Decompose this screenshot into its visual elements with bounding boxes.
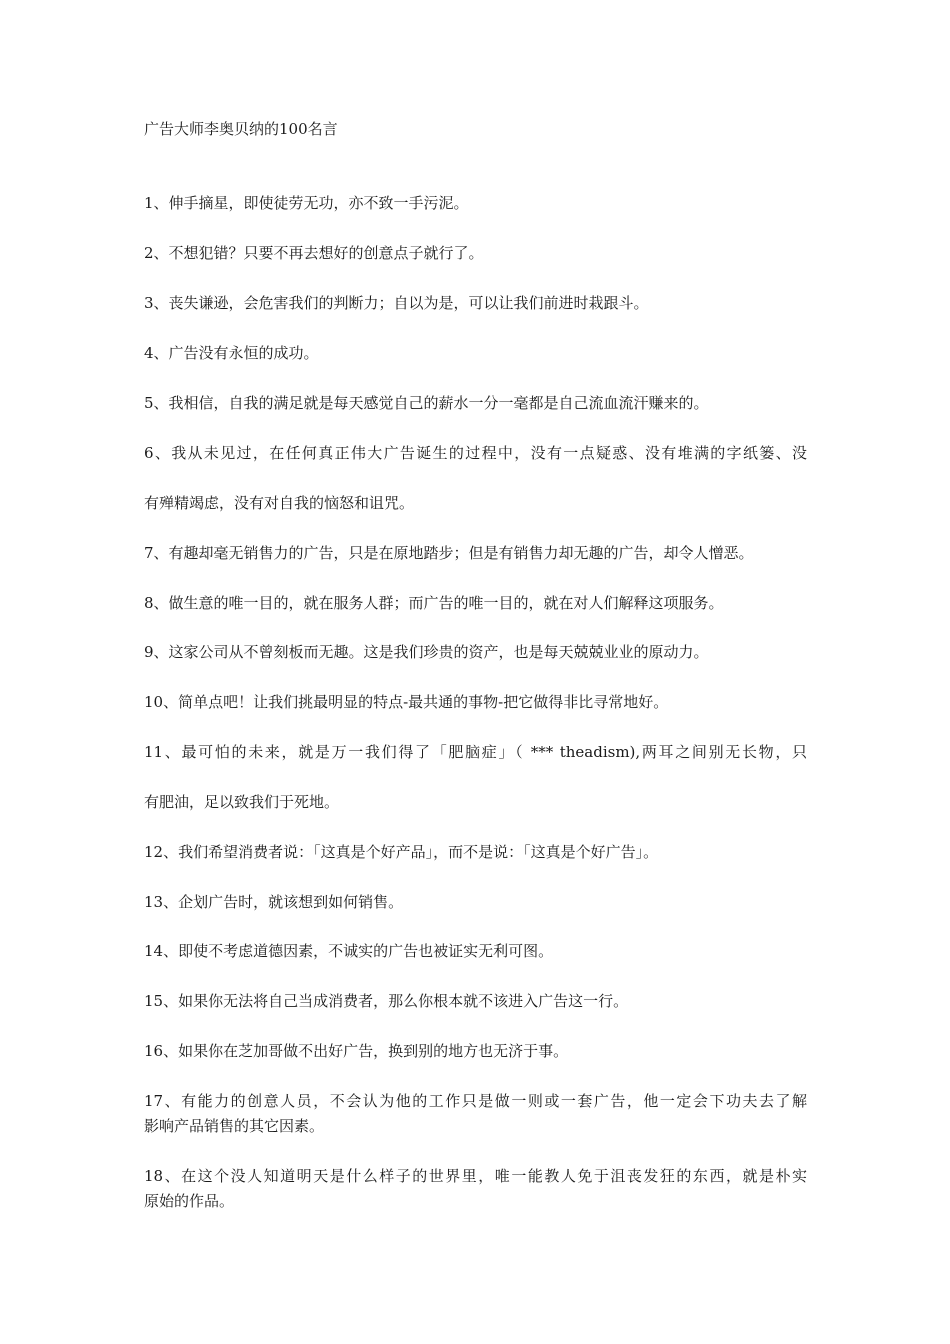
quote-line-continued: 原始的作品。 xyxy=(144,1192,235,1210)
quote-line: 4、广告没有永恒的成功。 xyxy=(144,344,319,362)
quote-line: 11、最可怕的未来，就是万一我们得了「肥脑症」（ *** theadism),两耳之间别无长物，只 xyxy=(144,743,807,761)
quote-line: 16、如果你在芝加哥做不出好广告，换到别的地方也无济于事。 xyxy=(144,1042,569,1060)
quote-line: 6、我从未见过，在任何真正伟大广告诞生的过程中，没有一点疑惑、没有堆满的字纸篓、没 xyxy=(144,444,807,462)
document-title: 广告大师李奥贝纳的100名言 xyxy=(144,120,338,138)
quote-line: 5、我相信，自我的满足就是每天感觉自己的薪水一分一毫都是自己流血流汗赚来的。 xyxy=(144,394,709,412)
quote-line: 3、丧失谦逊，会危害我们的判断力；自以为是，可以让我们前进时栽跟斗。 xyxy=(144,294,649,312)
quote-line: 14、即使不考虑道德因素，不诚实的广告也被证实无利可图。 xyxy=(144,942,554,960)
quote-line: 2、不想犯错？只要不再去想好的创意点子就行了。 xyxy=(144,244,484,262)
quote-line-continued: 有肥油，足以致我们于死地。 xyxy=(144,793,340,811)
quote-line-continued: 有殚精竭虑，没有对自我的恼怒和诅咒。 xyxy=(144,494,415,512)
quote-line-continued: 影响产品销售的其它因素。 xyxy=(144,1117,325,1135)
quote-line: 15、如果你无法将自己当成消费者，那么你根本就不该进入广告这一行。 xyxy=(144,992,629,1010)
quote-line: 18、在这个没人知道明天是什么样子的世界里，唯一能教人免于沮丧发狂的东西，就是朴实 xyxy=(144,1167,807,1185)
quote-line: 1、伸手摘星，即使徒劳无功，亦不致一手污泥。 xyxy=(144,194,469,212)
quote-line: 13、企划广告时，就该想到如何销售。 xyxy=(144,893,404,911)
quote-line: 12、我们希望消费者说：「这真是个好产品」，而不是说：「这真是个好广告」。 xyxy=(144,843,659,861)
quote-line: 8、做生意的唯一目的，就在服务人群；而广告的唯一目的，就在对人们解释这项服务。 xyxy=(144,594,724,612)
quote-line: 17、有能力的创意人员，不会认为他的工作只是做一则或一套广告，他一定会下功夫去了解 xyxy=(144,1092,807,1110)
quote-line: 10、简单点吧！让我们挑最明显的特点-最共通的事物-把它做得非比寻常地好。 xyxy=(144,693,669,711)
quote-line: 9、这家公司从不曾刻板而无趣。这是我们珍贵的资产，也是每天兢兢业业的原动力。 xyxy=(144,643,709,661)
quote-line: 7、有趣却毫无销售力的广告，只是在原地踏步；但是有销售力却无趣的广告，却令人憎恶。 xyxy=(144,544,754,562)
